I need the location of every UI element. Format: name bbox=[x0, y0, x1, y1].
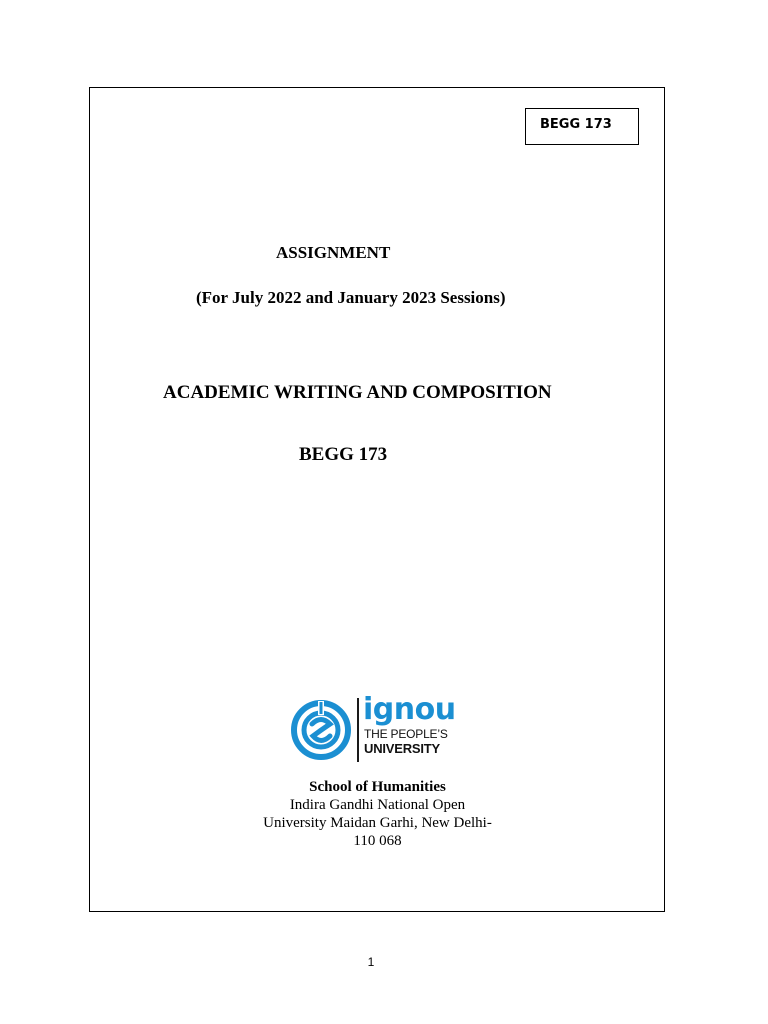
ignou-logo bbox=[291, 692, 456, 762]
course-title: ACADEMIC WRITING AND COMPOSITION bbox=[163, 382, 552, 403]
logo-tagline-2: UNIVERSITY bbox=[364, 741, 441, 756]
course-code-heading: BEGG 173 bbox=[299, 444, 388, 465]
ignou-emblem-icon bbox=[291, 700, 351, 760]
assignment-heading: ASSIGNMENT bbox=[276, 243, 391, 262]
address-block bbox=[180, 778, 575, 850]
logo-tagline-1: THE PEOPLE’S bbox=[364, 727, 448, 741]
address-line-2: University Maidan Garhi, New Delhi- bbox=[263, 815, 492, 831]
page-number: 1 bbox=[367, 955, 375, 969]
course-code-box bbox=[525, 108, 639, 145]
address-line-1: Indira Gandhi National Open bbox=[289, 797, 466, 813]
school-name: School of Humanities bbox=[309, 779, 446, 795]
address-line-3: 110 068 bbox=[353, 833, 402, 849]
logo-divider bbox=[357, 698, 359, 762]
sessions-subheading: (For July 2022 and January 2023 Sessions) bbox=[196, 288, 506, 307]
logo-wordmark: ignou bbox=[363, 692, 456, 727]
course-code-box-label: BEGG 173 bbox=[540, 117, 612, 132]
